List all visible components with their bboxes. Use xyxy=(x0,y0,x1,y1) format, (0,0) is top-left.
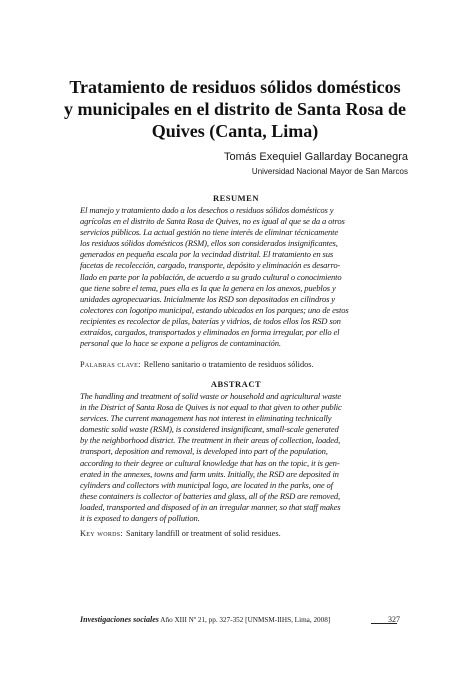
journal-name: Investigaciones sociales xyxy=(80,615,159,624)
palabras-clave-text: Relleno sanitario o tratamiento de residuos sólidos. xyxy=(143,360,314,369)
resumen-line: llado en parte por la población, de acuerdo a su grado cultural o conocimiento xyxy=(80,271,342,282)
author-affiliation: Universidad Nacional Mayor de San Marcos xyxy=(251,167,408,176)
resumen-line: facetas de recolección, cargado, transporte, depósito y eliminación es desarro- xyxy=(80,260,341,271)
abstract-body xyxy=(80,391,396,524)
title-line: Quives (Canta, Lima) xyxy=(151,121,319,141)
abstract-line: by the neighborhood district. The treatment in their areas of collection, loaded, xyxy=(80,435,341,446)
key-words-label: Key words: xyxy=(80,529,124,538)
resumen-heading: RESUMEN xyxy=(212,193,259,203)
abstract-line: The handling and treatment of solid waste or household and agricultural waste xyxy=(80,391,341,401)
resumen-line: unidades agropecuarias. Inicialmente los RSD son depositados en cilindros y xyxy=(80,293,335,304)
palabras-clave-label: Palabras clave: xyxy=(80,360,141,369)
key-words xyxy=(80,528,396,539)
abstract-line: according to their degree or cultural knowledge that has on the topic, it is gen- xyxy=(80,457,340,468)
resumen-line: agrícolas en el distrito de Santa Rosa de Quives, no es igual al que se da a otros xyxy=(80,216,345,227)
abstract-line: domestic solid waste (RSM), is considered insignificant, small-scale generated xyxy=(80,424,339,435)
abstract-line: transport, deposition and removal, is developed into part of the population, xyxy=(80,446,328,457)
resumen-line: El manejo y tratamiento dado a los desechos o residuos sólidos domésticos y xyxy=(80,205,334,215)
resumen-line: extraídos, cargados, transportados y eliminados en forma irregular, por ello el xyxy=(80,327,340,338)
abstract-line: in the District of Santa Rosa de Quives is not equal to that given to other public xyxy=(80,402,342,413)
page-number: 327 xyxy=(388,615,400,624)
abstract-heading: ABSTRACT xyxy=(210,379,262,389)
title-line: Tratamiento de residuos sólidos domésticos xyxy=(69,77,401,97)
abstract-line: erated in the annexes, towns and farm units. Initially, the RSD are deposited in xyxy=(80,468,339,479)
abstract-line: cylinders and collectors with municipal logo, are located in the parks, one of xyxy=(80,479,333,490)
abstract-line: services. The current management has not interest in eliminating technically xyxy=(80,413,332,424)
resumen-line: personal que lo hace se expone a peligros de contaminación. xyxy=(80,338,281,349)
resumen-line: recipientes es recolector de pilas, baterías y vidrios, de todos ellos los RSD son xyxy=(80,315,341,326)
resumen-line: servicios públicos. La actual gestión no tiene interés de eliminar técnicamente xyxy=(80,227,339,238)
key-words-text: Sanitary landfill or treatment of solid residues. xyxy=(126,529,281,538)
resumen-line: colectores con logotipo municipal, estando ubicados en los parques; uno de estos xyxy=(80,304,349,315)
resumen-line: que tiene sobre el tema, pues ella es la que la genera en los anexos, pueblos y xyxy=(80,282,336,293)
citation-text: Año XIII Nº 21, pp. 327-352 [UNMSM-IIHS, Lima, 2008] xyxy=(160,616,331,624)
article-title xyxy=(60,76,410,142)
abstract-line: it is exposed to dangers of pollution. xyxy=(80,513,200,524)
page-footer xyxy=(80,614,400,626)
resumen-line: generados en pequeña escala por la vecindad distrital. El tratamiento en sus xyxy=(80,249,334,260)
abstract-line: these containers is collector of batteries and glass, all of the RSD are removed, xyxy=(80,490,341,501)
abstract-line: loaded, transported and disposed of in an irregular manner, so that staff makes xyxy=(80,501,341,512)
resumen-line: los residuos sólidos domésticos (RSM), ellos son considerados insignificantes, xyxy=(80,238,338,249)
palabras-clave xyxy=(80,359,396,370)
title-line: y municipales en el distrito de Santa Rosa de xyxy=(63,99,407,119)
resumen-body xyxy=(80,205,396,349)
author-name: Tomás Exequiel Gallarday Bocanegra xyxy=(223,151,408,163)
